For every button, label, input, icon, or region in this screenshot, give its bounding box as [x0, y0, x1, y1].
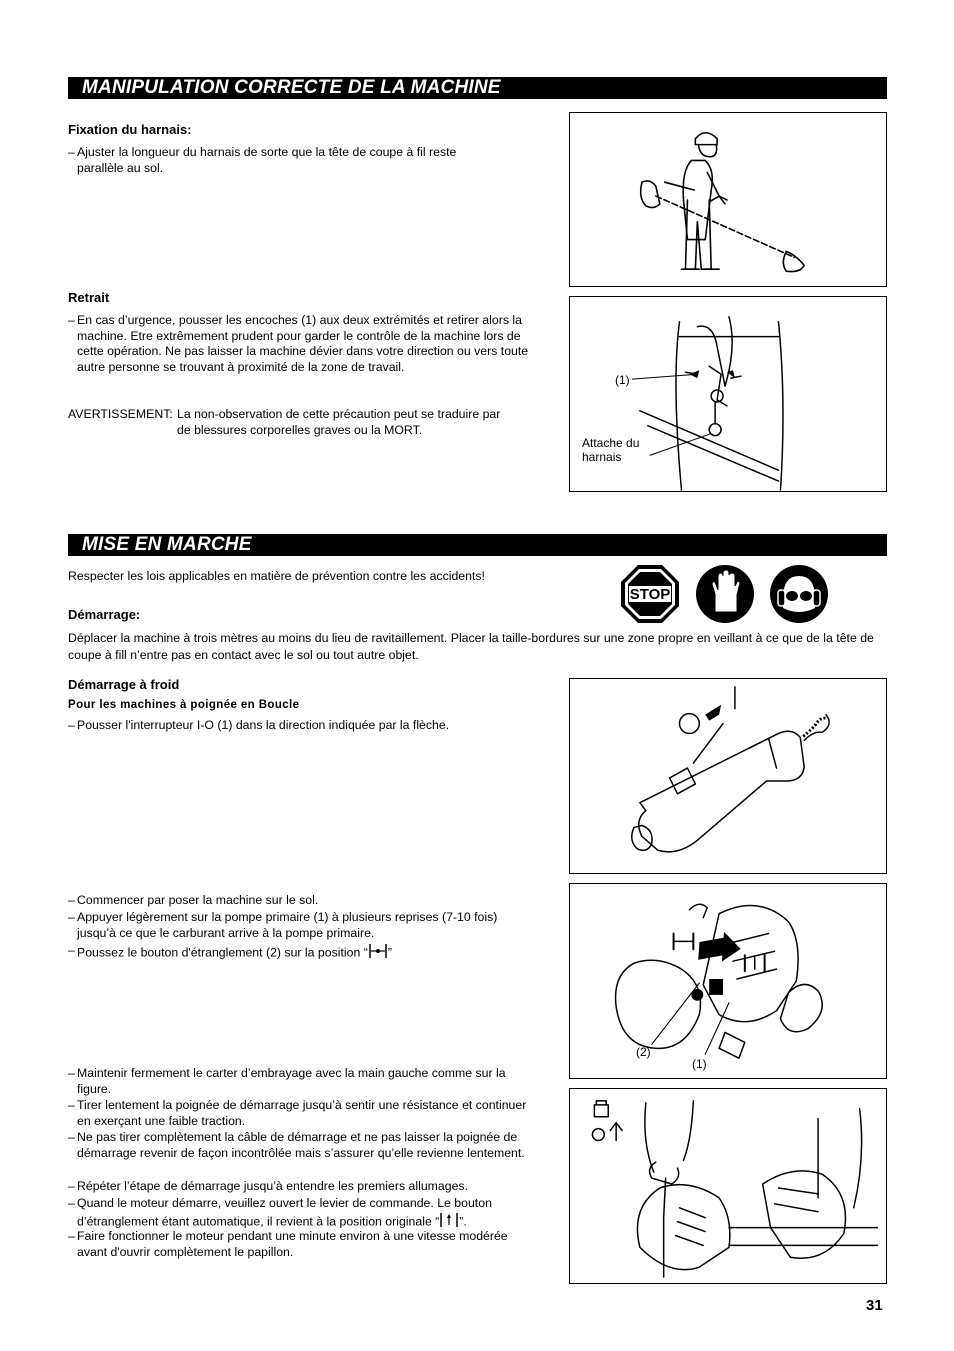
choke-instruction-text: Poussez le bouton d'étranglement (2) sur la position “	[77, 945, 368, 960]
harness-instruction: – Ajuster la longueur du harnais de sorte que la tête de coupe à fil reste parallèle au sol.	[68, 145, 497, 176]
section-title-manipulation: MANIPULATION CORRECTE DE LA MACHINE	[68, 77, 887, 99]
stop-sign-icon	[620, 564, 680, 624]
callout-2-choke: (2)	[636, 1045, 651, 1059]
warm-up-instruction: – Faire fonctionner le moteur pendant une minute environ à une vitesse modérée avant d'ouvrir complètement le papillon.	[68, 1229, 532, 1260]
intro-text: Respecter les lois applicables en matière de prévention contre les accidents!	[68, 569, 485, 583]
pull-starter-instruction: – Tirer lentement la poignée de démarrage jusqu’à sentir une résistance et continuer en exerçant une faible traction.	[68, 1098, 532, 1129]
demarrage-text: Déplacer la machine à trois mètres au moins du lieu de ravitaillement. Placer la taille-bordures sur une zone propre en veillant à ce que de la tête de coupe à fill n’entre pas en contact avec le sol ou tout autre objet.	[68, 631, 874, 662]
goggles-earmuffs-icon	[769, 564, 829, 624]
loop-handle-subheading: Pour les machines à poignée en Boucle	[68, 699, 300, 711]
repeat-start-instruction: – Répéter l’étape de démarrage jusqu’à entendre les premiers allumages.	[68, 1179, 537, 1195]
choke-closed-symbol-icon	[368, 943, 388, 964]
engine-starts-close-quote: ”.	[459, 1214, 467, 1228]
hold-clutch-instruction: – Maintenir fermement le carter d’embrayage avec la main gauche comme sur la figure.	[68, 1066, 532, 1097]
choke-instruction	[68, 943, 537, 964]
section-title-mise-en-marche: MISE EN MARCHE	[68, 534, 887, 556]
retrait-heading: Retrait	[68, 290, 110, 305]
io-switch-instruction: – Pousser l'interrupteur I-O (1) dans la direction indiquée par la flèche.	[68, 718, 547, 734]
engine-starts-text: Quand le moteur démarre, veuillez ouvert le levier de commande. Le bouton d’étranglement étant automatique, il revient à la position originale “	[77, 1196, 492, 1228]
warning-text: La non-observation de cette précaution peut se traduire par de blessures corporelles graves ou la MORT.	[177, 407, 501, 437]
place-on-ground-instruction: – Commencer par poser la machine sur le sol.	[68, 893, 537, 909]
do-not-release-instruction: – Ne pas tirer complètement la câble de démarrage et ne pas laisser la poignée de démarrage revenir de façon incontrôlée mais s’assurer qu’elle revienne lentement.	[68, 1130, 537, 1161]
page-number: 31	[866, 1297, 883, 1314]
harness-heading: Fixation du harnais:	[68, 122, 192, 137]
warning-label: AVERTISSEMENT:	[68, 407, 173, 421]
stop-sign-text: STOP	[629, 586, 671, 603]
gloves-icon	[695, 564, 755, 624]
figure-primer-choke	[569, 883, 887, 1079]
callout-1-notches: (1)	[615, 373, 630, 387]
callout-harness-attachment: Attache du harnais	[582, 436, 640, 464]
callout-1-primer: (1)	[692, 1057, 707, 1071]
cold-start-heading: Démarrage à froid	[68, 677, 180, 692]
figure-io-switch	[569, 678, 887, 874]
choke-instruction-close-quote: ”	[387, 945, 392, 960]
figure-operator-harness	[569, 112, 887, 287]
engine-starts-instruction	[68, 1196, 532, 1232]
demarrage-heading: Démarrage:	[68, 607, 141, 622]
primer-pump-instruction: – Appuyer légèrement sur la pompe primaire (1) à plusieurs reprises (7-10 fois) jusqu’à ce que le carburant arrive à la pompe primaire.	[68, 910, 517, 941]
retrait-instruction: – En cas d’urgence, pousser les encoches (1) aux deux extrémités et retirer alors la machine. Etre extrêmement prudent pour garder le contrôle de la machine lors de cette opération. Ne pas laisser la machine dévier dans votre direction ou vers toute autre personne se trouvant à proximité de la zone de travail.	[68, 313, 532, 375]
figure-pull-starter	[569, 1088, 887, 1284]
